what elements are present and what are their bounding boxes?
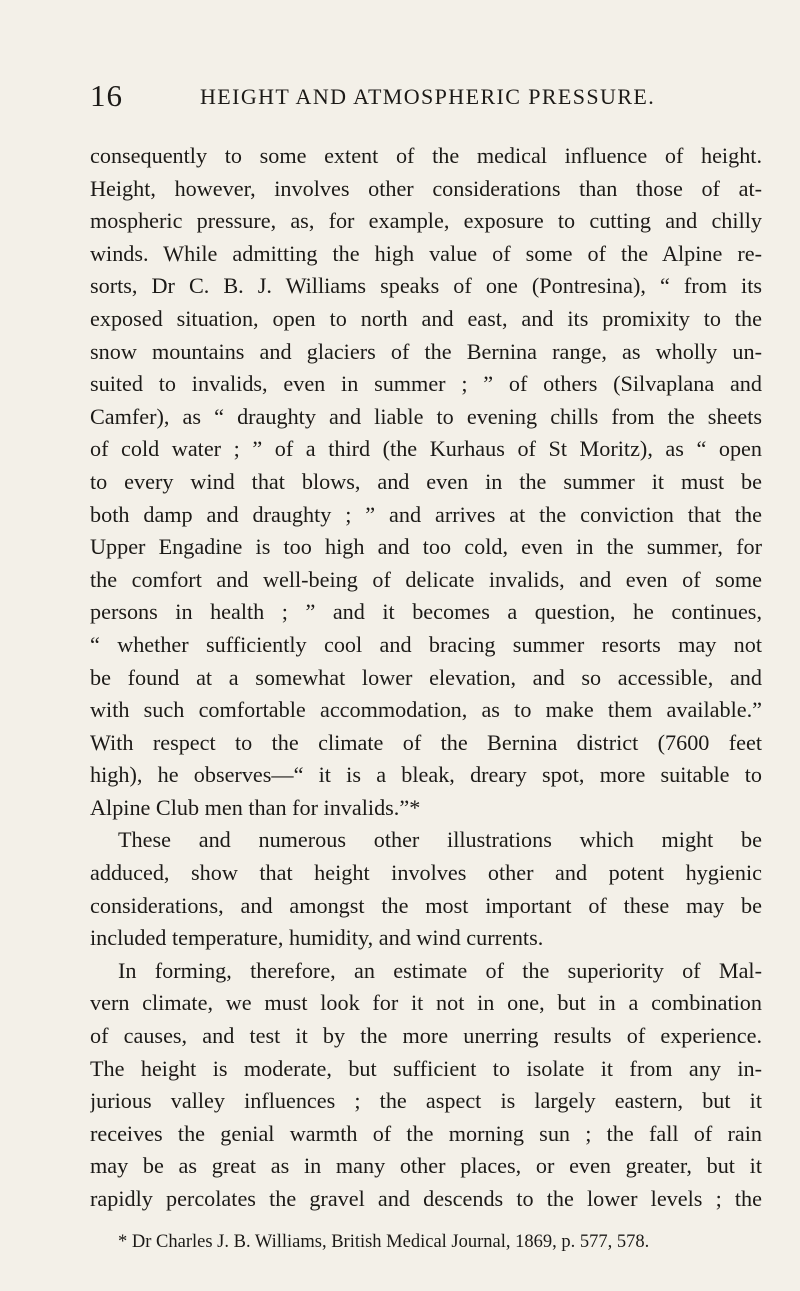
text-line: considerations, and amongst the most important of these may be xyxy=(90,892,762,918)
text-line: included temperature, humidity, and wind currents. xyxy=(90,925,544,951)
text-line: the comfort and well-being of delicate invalids, and even of some xyxy=(90,566,762,592)
text-line: Camfer), as “ draughty and liable to evening chills from the sheets xyxy=(90,403,762,429)
text-line: The height is moderate, but sufficient to isolate it from any in- xyxy=(90,1055,762,1081)
text-line: receives the genial warmth of the morning sun ; the fall of rain xyxy=(90,1120,762,1146)
body-text xyxy=(90,140,762,1216)
text-line: of causes, and test it by the more unerring results of experience. xyxy=(90,1023,762,1049)
text-line: high), he observes—“ it is a bleak, dreary spot, more suitable to xyxy=(90,762,762,788)
text-line: In forming, therefore, an estimate of the superiority of Mal- xyxy=(118,957,762,983)
page-header xyxy=(90,78,758,118)
text-line: to every wind that blows, and even in the summer it must be xyxy=(90,468,762,494)
text-line: rapidly percolates the gravel and descends to the lower levels ; the xyxy=(90,1186,762,1211)
text-line: mospheric pressure, as, for example, exposure to cutting and chilly xyxy=(90,208,762,234)
text-line: jurious valley influences ; the aspect is largely eastern, but it xyxy=(90,1088,762,1114)
text-line: both damp and draughty ; ” and arrives at the conviction that the xyxy=(90,501,762,527)
text-line: vern climate, we must look for it not in one, but in a combination xyxy=(90,990,762,1016)
text-line: may be as great as in many other places, or even greater, but it xyxy=(90,1153,762,1179)
text-line: These and numerous other illustrations which might be xyxy=(118,827,762,853)
text-line: Alpine Club men than for invalids.”* xyxy=(90,794,421,820)
text-line: suited to invalids, even in summer ; ” of others (Silvaplana and xyxy=(90,371,762,397)
page-number: 16 xyxy=(90,78,123,113)
text-line: “ whether sufficiently cool and bracing summer resorts may not xyxy=(90,631,762,657)
text-line: With respect to the climate of the Bernina district (7600 feet xyxy=(90,729,762,755)
text-line: Height, however, involves other considerations than those of at- xyxy=(90,175,762,201)
text-line: winds. While admitting the high value of some of the Alpine re- xyxy=(90,240,762,266)
text-line: of cold water ; ” of a third (the Kurhaus of St Moritz), as “ open xyxy=(90,436,762,462)
text-line: Upper Engadine is too high and too cold, even in the summer, for xyxy=(90,534,762,560)
text-line: consequently to some extent of the medical influence of height. xyxy=(90,143,762,168)
text-line: persons in health ; ” and it becomes a question, he continues, xyxy=(90,599,762,625)
text-line: adduced, show that height involves other and potent hygienic xyxy=(90,860,762,886)
text-line: snow mountains and glaciers of the Bernina range, as wholly un- xyxy=(90,338,762,364)
text-line: exposed situation, open to north and east, and its promixity to the xyxy=(90,305,762,331)
text-line: with such comfortable accommodation, as to make them available.” xyxy=(90,697,762,723)
footnote: * Dr Charles J. B. Williams, British Medical Journal, 1869, p. 577, 578. xyxy=(118,1232,650,1252)
text-line: sorts, Dr C. B. J. Williams speaks of one (Pontresina), “ from its xyxy=(90,273,762,299)
running-head: HEIGHT AND ATMOSPHERIC PRESSURE. xyxy=(200,84,656,109)
text-line: be found at a somewhat lower elevation, and so accessible, and xyxy=(90,664,762,690)
